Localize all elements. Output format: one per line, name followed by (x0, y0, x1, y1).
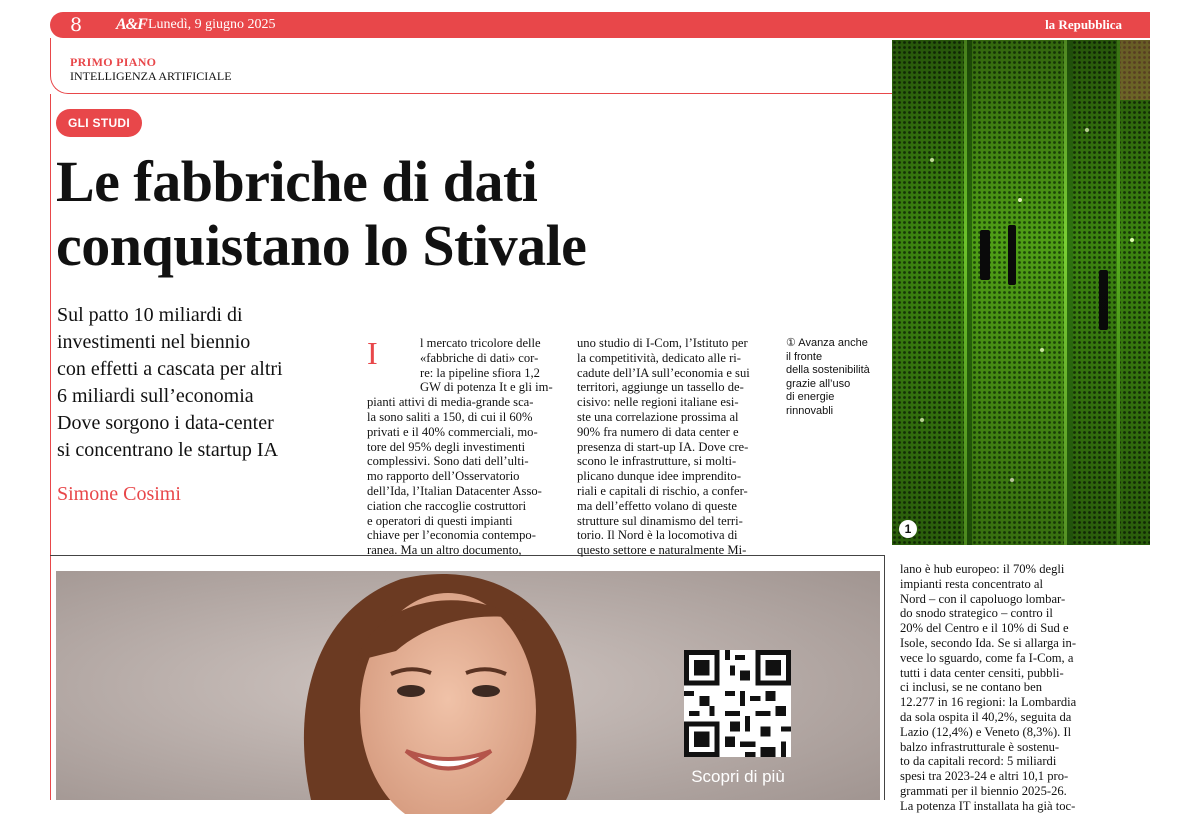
masthead: la Repubblica (1045, 17, 1122, 32)
server-rack-photo (892, 40, 1150, 545)
body-text-line: dell’Ida, l’Italian Datacenter Asso- (367, 483, 542, 498)
body-text-line: balzo infrastrutturale è sostenu- (900, 739, 1060, 754)
body-text-line: strutture sul dinamismo del terri- (577, 513, 743, 528)
standfirst-line: investimenti nel biennio (57, 331, 251, 353)
body-text-line: privati e il 40% commerciali, mo- (367, 424, 538, 439)
caption-line: di energie (786, 391, 835, 404)
body-column-3 (900, 562, 1122, 814)
body-text-line: ma dell’effetto volano di queste (577, 498, 737, 513)
section-kicker: PRIMO PIANO (70, 55, 157, 69)
section-frame (50, 38, 892, 94)
body-text-line: Isole, secondo Ida. Se si allarga in- (900, 635, 1077, 650)
body-text-line: grammati per il biennio 2025-26. (900, 783, 1067, 798)
body-text-line: lano è hub europeo: il 70% degli (900, 562, 1065, 576)
supplement-logo: A&F (116, 16, 147, 33)
body-text-line: plicano dunque idee imprendito- (577, 469, 742, 484)
qr-code-image (684, 650, 791, 757)
body-text-line: questo settore e naturalmente Mi- (577, 543, 747, 558)
body-text-line: tutti i data center censiti, pubbli- (900, 665, 1064, 680)
byline: Simone Cosimi (57, 483, 181, 505)
caption-line: il fronte (786, 350, 823, 363)
body-column-1 (367, 336, 565, 558)
photo-number-badge: 1 (899, 520, 917, 538)
body-text-line: presenza di start-up IA. Dove cre- (577, 439, 749, 454)
body-text-line: La potenza IT installata ha già toc- (900, 798, 1076, 813)
body-text-line: vece lo sguardo, come fa I-Com, a (900, 650, 1074, 665)
standfirst-line: si concentrano le startup IA (57, 439, 279, 461)
body-text-line: cisivo: nelle regioni italiane esi- (577, 395, 739, 410)
body-text-line: to da capitali record: 5 miliardi (900, 754, 1057, 769)
caption-line: della sostenibilità (786, 364, 870, 377)
body-text-line: impianti resta concentrato al (900, 576, 1044, 591)
server-rack-image (892, 40, 1150, 545)
headline-line: Le fabbriche di dati (56, 149, 538, 214)
standfirst-line: Sul patto 10 miliardi di (57, 304, 243, 326)
body-text-line: mo rapporto dell’Osservatorio (367, 469, 520, 484)
caption-line: rinnovabli (786, 404, 834, 417)
standfirst-line: con effetti a cascata per altri (57, 358, 283, 380)
body-text-line: pianti attivi di media-grande sca- (367, 395, 534, 410)
body-text-line: ciation che raccoglie costruttori (367, 498, 527, 513)
body-text-line: territori, aggiunge un tassello de- (577, 380, 744, 395)
caption-line: ① Avanza anche (786, 337, 868, 349)
body-text-line: ranea. Ma un altro documento, (367, 543, 522, 558)
body-text-line: e operatori di questi impianti (367, 513, 513, 528)
qr-code[interactable] (684, 650, 791, 757)
body-text-line: chiave per l’economia contempo- (367, 528, 536, 543)
caption-line: grazie all’uso (786, 377, 851, 390)
body-text-line: Nord – con il capoluogo lombar- (900, 591, 1066, 606)
body-text-line: 12.277 in 16 regioni: la Lombardia (900, 695, 1077, 710)
advert-cta-text: Scopri di più (691, 767, 785, 786)
page-number: 8 (70, 14, 83, 36)
headline-line: conquistano lo Stivale (56, 213, 587, 278)
body-column-2 (577, 336, 775, 558)
body-text-line: 20% del Centro e il 10% di Sud e (900, 621, 1069, 636)
standfirst-line: Dove sorgono i data-center (57, 412, 274, 434)
column-divider (884, 555, 885, 800)
photo-caption (786, 337, 884, 419)
body-text-line: cadute dell’IA sull’economia e sui (577, 365, 750, 380)
drop-cap: I (367, 335, 378, 371)
body-text-line: complessivi. Sono dati dell’ulti- (367, 454, 529, 469)
body-text-line: do snodo strategico – contro il (900, 606, 1053, 621)
issue-date: Lunedì, 9 giugno 2025 (148, 17, 276, 32)
article-tag: GLI STUDI (56, 109, 142, 137)
body-text-line: l mercato tricolore delle (420, 336, 541, 350)
body-text-line: scono le infrastrutture, si molti- (577, 454, 737, 469)
body-text-line: ci inclusi, se ne contano ben (900, 680, 1042, 695)
body-text-line: la competitività, dedicato alle ri- (577, 350, 742, 365)
standfirst (57, 302, 357, 464)
body-text-line: la sono saliti a 150, di cui il 60% (367, 409, 533, 424)
standfirst-line: 6 miliardi sull’economia (57, 385, 254, 407)
section-topic: INTELLIGENZA ARTIFICIALE (70, 69, 232, 83)
body-text-line: 90% fra numero di data center e (577, 424, 739, 439)
headline (56, 150, 696, 278)
body-text-line: spesi tra 2023-24 e altri 10,1 pro- (900, 769, 1069, 784)
body-text-line: torio. Il Nord è la locomotiva di (577, 528, 738, 543)
body-text-line: uno studio di I-Com, l’Istituto per (577, 336, 748, 350)
body-text-line: re: la pipeline sfiora 1,2 (420, 365, 540, 380)
body-text-line: tore del 95% degli investimenti (367, 439, 526, 454)
body-text-line: da sola ospita il 40,2%, seguita da (900, 709, 1072, 724)
body-text-line: GW di potenza It e gli im- (420, 380, 553, 395)
body-text-line: ste una correlazione prossima al (577, 409, 739, 424)
body-text-line: riali e capitali di rischio, a confer- (577, 483, 748, 498)
body-text-line: «fabbriche di dati» cor- (420, 350, 539, 365)
left-rule (50, 94, 51, 800)
body-text-line: Lazio (12,4%) e Veneto (8,3%). Il (900, 724, 1072, 739)
